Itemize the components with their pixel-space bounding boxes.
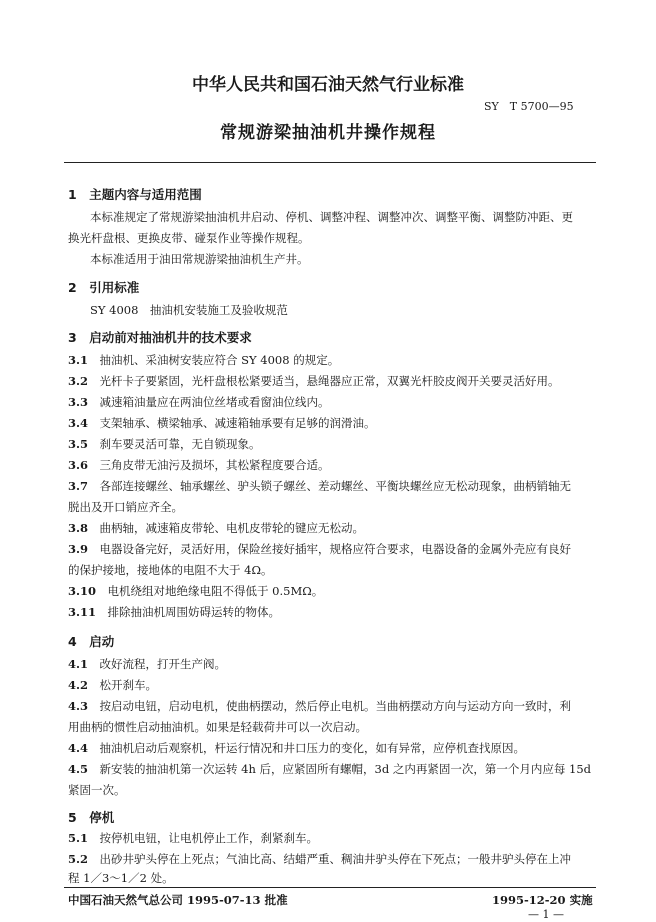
reference-item: SY 4008 抽油机安装施工及验收规范 xyxy=(90,303,288,317)
list-item xyxy=(68,830,318,846)
item-text: 排除抽油机周围妨碍运转的物体。 xyxy=(107,605,281,619)
item-text: 抽油机、采油树安装应符合 SY 4008 的规定。 xyxy=(99,353,340,367)
footer-rule xyxy=(64,887,596,888)
approval-date: 中国石油天然气总公司 1995-07-13 批准 xyxy=(68,893,288,907)
list-item xyxy=(68,373,560,389)
standard-code: SY T 5700—95 xyxy=(484,100,574,113)
list-item xyxy=(68,541,571,557)
list-item xyxy=(68,394,330,410)
item-text: 光杆卡子要紧固，光杆盘根松紧要适当，悬绳器应正常，双翼光杆胶皮阀开关要灵活好用。 xyxy=(99,374,560,388)
list-item-continuation: 程 1／3～1／2 处。 xyxy=(68,871,174,885)
list-item xyxy=(68,698,571,714)
list-item-continuation: 脱出及开口销应齐全。 xyxy=(68,500,183,514)
list-item xyxy=(68,851,571,867)
issuer-title: 中华人民共和国石油天然气行业标准 xyxy=(192,75,464,95)
effective-date: 1995-12-20 实施 xyxy=(492,893,593,907)
list-item xyxy=(68,583,323,599)
item-number: 3.7 xyxy=(68,479,89,493)
item-text: 出砂井驴头停在上死点；气油比高、结蜡严重、稠油井驴头停在下死点；一般井驴头停在上冲 xyxy=(99,852,572,866)
item-text: 松开刹车。 xyxy=(99,678,158,692)
item-text: 抽油机启动后观察机，杆运行情况和井口压力的变化，如有异常，应停机查找原因。 xyxy=(99,741,526,755)
list-item xyxy=(68,520,364,536)
item-text: 按停机电钮，让电机停止工作，刹紧刹车。 xyxy=(99,831,319,845)
section-heading: 2 引用标准 xyxy=(68,280,140,295)
list-item xyxy=(68,457,330,473)
list-item xyxy=(68,677,157,693)
paragraph-line: 本标准规定了常规游梁抽油机井启动、停机、调整冲程、调整冲次、调整平衡、调整防冲距、更 xyxy=(90,210,573,224)
item-text: 按启动电钮，启动电机，使曲柄摆动，然后停止电机。当曲柄摆动方向与运动方向一致时，利 xyxy=(99,699,572,713)
list-item-continuation: 的保护接地，接地体的电阻不大于 4Ω。 xyxy=(68,563,273,577)
item-text: 电器设备完好，灵活好用，保险丝接好插牢，规格应符合要求，电器设备的金属外壳应有良好 xyxy=(99,542,572,556)
item-number: 3.11 xyxy=(68,605,97,619)
section-heading: 3 启动前对抽油机井的技术要求 xyxy=(68,330,252,345)
list-item-continuation: 紧固一次。 xyxy=(68,783,126,797)
list-item xyxy=(68,604,280,620)
item-number: 3.2 xyxy=(68,374,89,388)
item-number: 3.5 xyxy=(68,437,89,451)
item-number: 4.2 xyxy=(68,678,89,692)
item-number: 3.8 xyxy=(68,521,89,535)
item-text: 各部连接螺丝、轴承螺丝、驴头锁子螺丝、差动螺丝、平衡块螺丝应无松动现象，曲柄销轴无 xyxy=(99,479,572,493)
item-number: 3.9 xyxy=(68,542,89,556)
page-number: — 1 — xyxy=(528,908,564,921)
list-item xyxy=(68,761,591,777)
list-item xyxy=(68,352,339,368)
item-text: 改好流程，打开生产阀。 xyxy=(99,657,227,671)
list-item-continuation: 用曲柄的惯性启动抽油机。如果是轻载荷井可以一次启动。 xyxy=(68,720,367,734)
paragraph-line: 换光杆盘根、更换皮带、碰泵作业等操作规程。 xyxy=(68,231,310,245)
section-heading: 5 停机 xyxy=(68,810,115,825)
item-number: 4.4 xyxy=(68,741,89,755)
list-item xyxy=(68,656,226,672)
item-number: 5.1 xyxy=(68,831,89,845)
item-text: 三角皮带无油污及损坏，其松紧程度要合适。 xyxy=(99,458,330,472)
item-number: 3.3 xyxy=(68,395,89,409)
list-item xyxy=(68,436,261,452)
item-number: 4.1 xyxy=(68,657,89,671)
item-number: 3.4 xyxy=(68,416,89,430)
item-text: 曲柄轴，减速箱皮带轮、电机皮带轮的键应无松动。 xyxy=(99,521,365,535)
item-number: 3.1 xyxy=(68,353,89,367)
document-title: 常规游梁抽油机井操作规程 xyxy=(220,123,436,143)
item-text: 刹车要灵活可靠，无自锁现象。 xyxy=(99,437,261,451)
section-heading: 1 主题内容与适用范围 xyxy=(68,187,202,202)
item-number: 5.2 xyxy=(68,852,89,866)
item-text: 减速箱油量应在两油位丝堵或看窗油位线内。 xyxy=(99,395,330,409)
item-number: 4.3 xyxy=(68,699,89,713)
list-item xyxy=(68,478,571,494)
header-rule xyxy=(64,162,596,163)
section-heading: 4 启动 xyxy=(68,634,115,649)
item-number: 3.10 xyxy=(68,584,97,598)
item-number: 3.6 xyxy=(68,458,89,472)
item-number: 4.5 xyxy=(68,762,89,776)
paragraph-line: 本标准适用于油田常规游梁抽油机生产井。 xyxy=(90,252,309,266)
item-text: 支架轴承、横梁轴承、减速箱轴承要有足够的润滑油。 xyxy=(99,416,376,430)
list-item xyxy=(68,740,525,756)
list-item xyxy=(68,415,376,431)
item-text: 电机绕组对地绝缘电阻不得低于 0.5MΩ。 xyxy=(107,584,324,598)
item-text: 新安装的抽油机第一次运转 4h 后，应紧固所有螺帽，3d 之内再紧固一次，第一个月内应每 15d xyxy=(99,762,592,776)
